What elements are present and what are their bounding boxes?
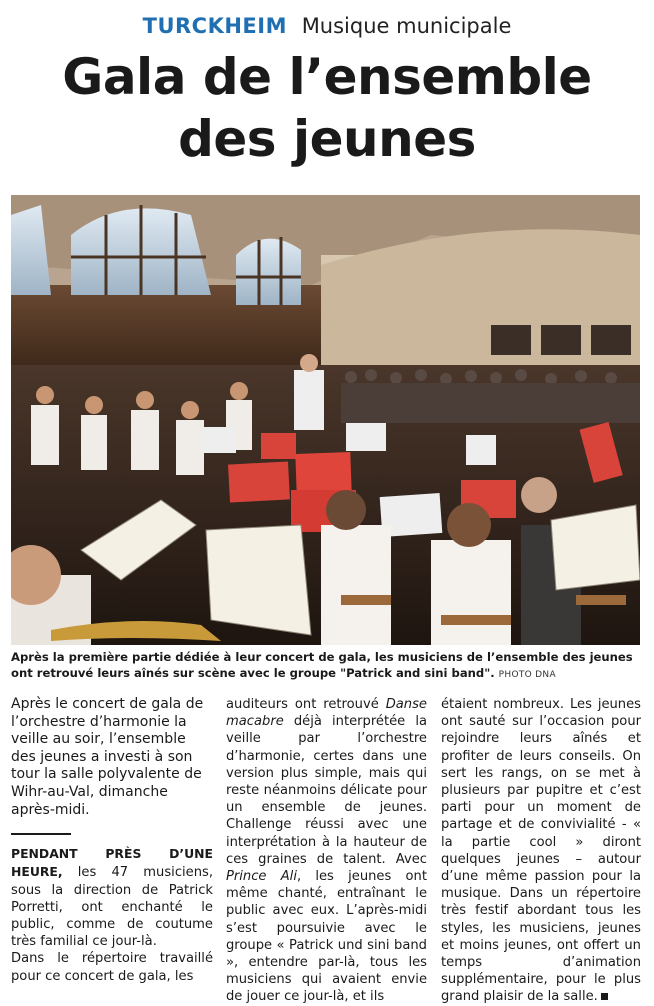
photo-credit: PHOTO DNA <box>498 670 556 680</box>
photo-caption-text: Après la première partie dédiée à leur concert de gala, les musiciens de l’ensemble des jeunes ont retrouvé leurs aînés sur scène avec le groupe "Patrick and sini band". <box>11 650 633 680</box>
run-in-heading: PENDANT PRÈS D’UNE HEURE, <box>11 846 213 880</box>
article-lead: Après le concert de gala de l’orchestre d’harmonie la veille au soir, l’ensemble des jeunes a investi à son tour la salle polyvalente de Wihr-au-Val, dimanche après-midi. <box>11 696 204 818</box>
article-paragraph-4 <box>441 696 641 1006</box>
article-column-1 <box>11 696 213 985</box>
kicker <box>0 12 654 40</box>
headline-line-2: des jeunes <box>178 110 476 168</box>
col2-text-a: auditeurs ont retrouvé <box>226 697 386 712</box>
headline-line-1: Gala de l’ensemble <box>62 48 592 106</box>
concert-photo-illustration <box>11 195 640 645</box>
article-paragraph-1 <box>11 845 213 950</box>
article-paragraph-1-text: les 47 musiciens, sous la direction de Patrick Porretti, ont enchanté le public, comme de coutume très familial ce jour-là. <box>11 865 213 950</box>
photo-caption <box>11 649 643 683</box>
city-label: TURCKHEIM <box>142 14 287 38</box>
section-divider <box>11 833 71 835</box>
article-paragraph-2: Dans le répertoire travaillé pour ce concert de gala, les <box>11 951 213 984</box>
col2-text-b: déjà interprétée la veille par l’orchestre d’harmonie, certes dans une version plus simple, mais qui reste néanmoins délicate pour un ensemble de jeunes. Challenge réussi avec une interprétation à la hauteur de ces graines de talent. Avec <box>226 714 427 867</box>
song-title-prince-ali: Prince Ali <box>226 869 297 885</box>
col2-text-c: , les jeunes ont même chanté, entraînant le public avec eux. L’après-midi s’est poursuivie avec le groupe « Patrick und sini band », entendre par-là, tous les musiciens qui avaient envie de jouer ce jour-là, et ils <box>226 869 427 1005</box>
article-column-3 <box>441 696 641 1006</box>
article-column-2 <box>226 696 427 1006</box>
article-paragraph-3 <box>226 696 427 1006</box>
end-of-article-icon <box>601 993 608 1000</box>
song-title-danse-macabre: Danse macabre <box>226 697 427 730</box>
concert-photo <box>11 195 640 645</box>
rubric-label: Musique municipale <box>301 14 512 38</box>
headline <box>10 46 644 170</box>
col3-text: étaient nombreux. Les jeunes ont sauté sur l’occasion pour rejoindre leurs aînés et profiter de leurs conseils. On sert les rangs, on se met à plusieurs par pupitre et c’est parti pour un moment de partage et de convivialité - « la partie cool » diront quelques jeunes – autour d’une même passion pour la musique. Dans un répertoire très festif abordant tous les styles, les musiciens, jeunes et moins jeunes, ont offert un temps d’animation supplémentaire, pour le plus grand plaisir de la salle. <box>441 697 641 1005</box>
